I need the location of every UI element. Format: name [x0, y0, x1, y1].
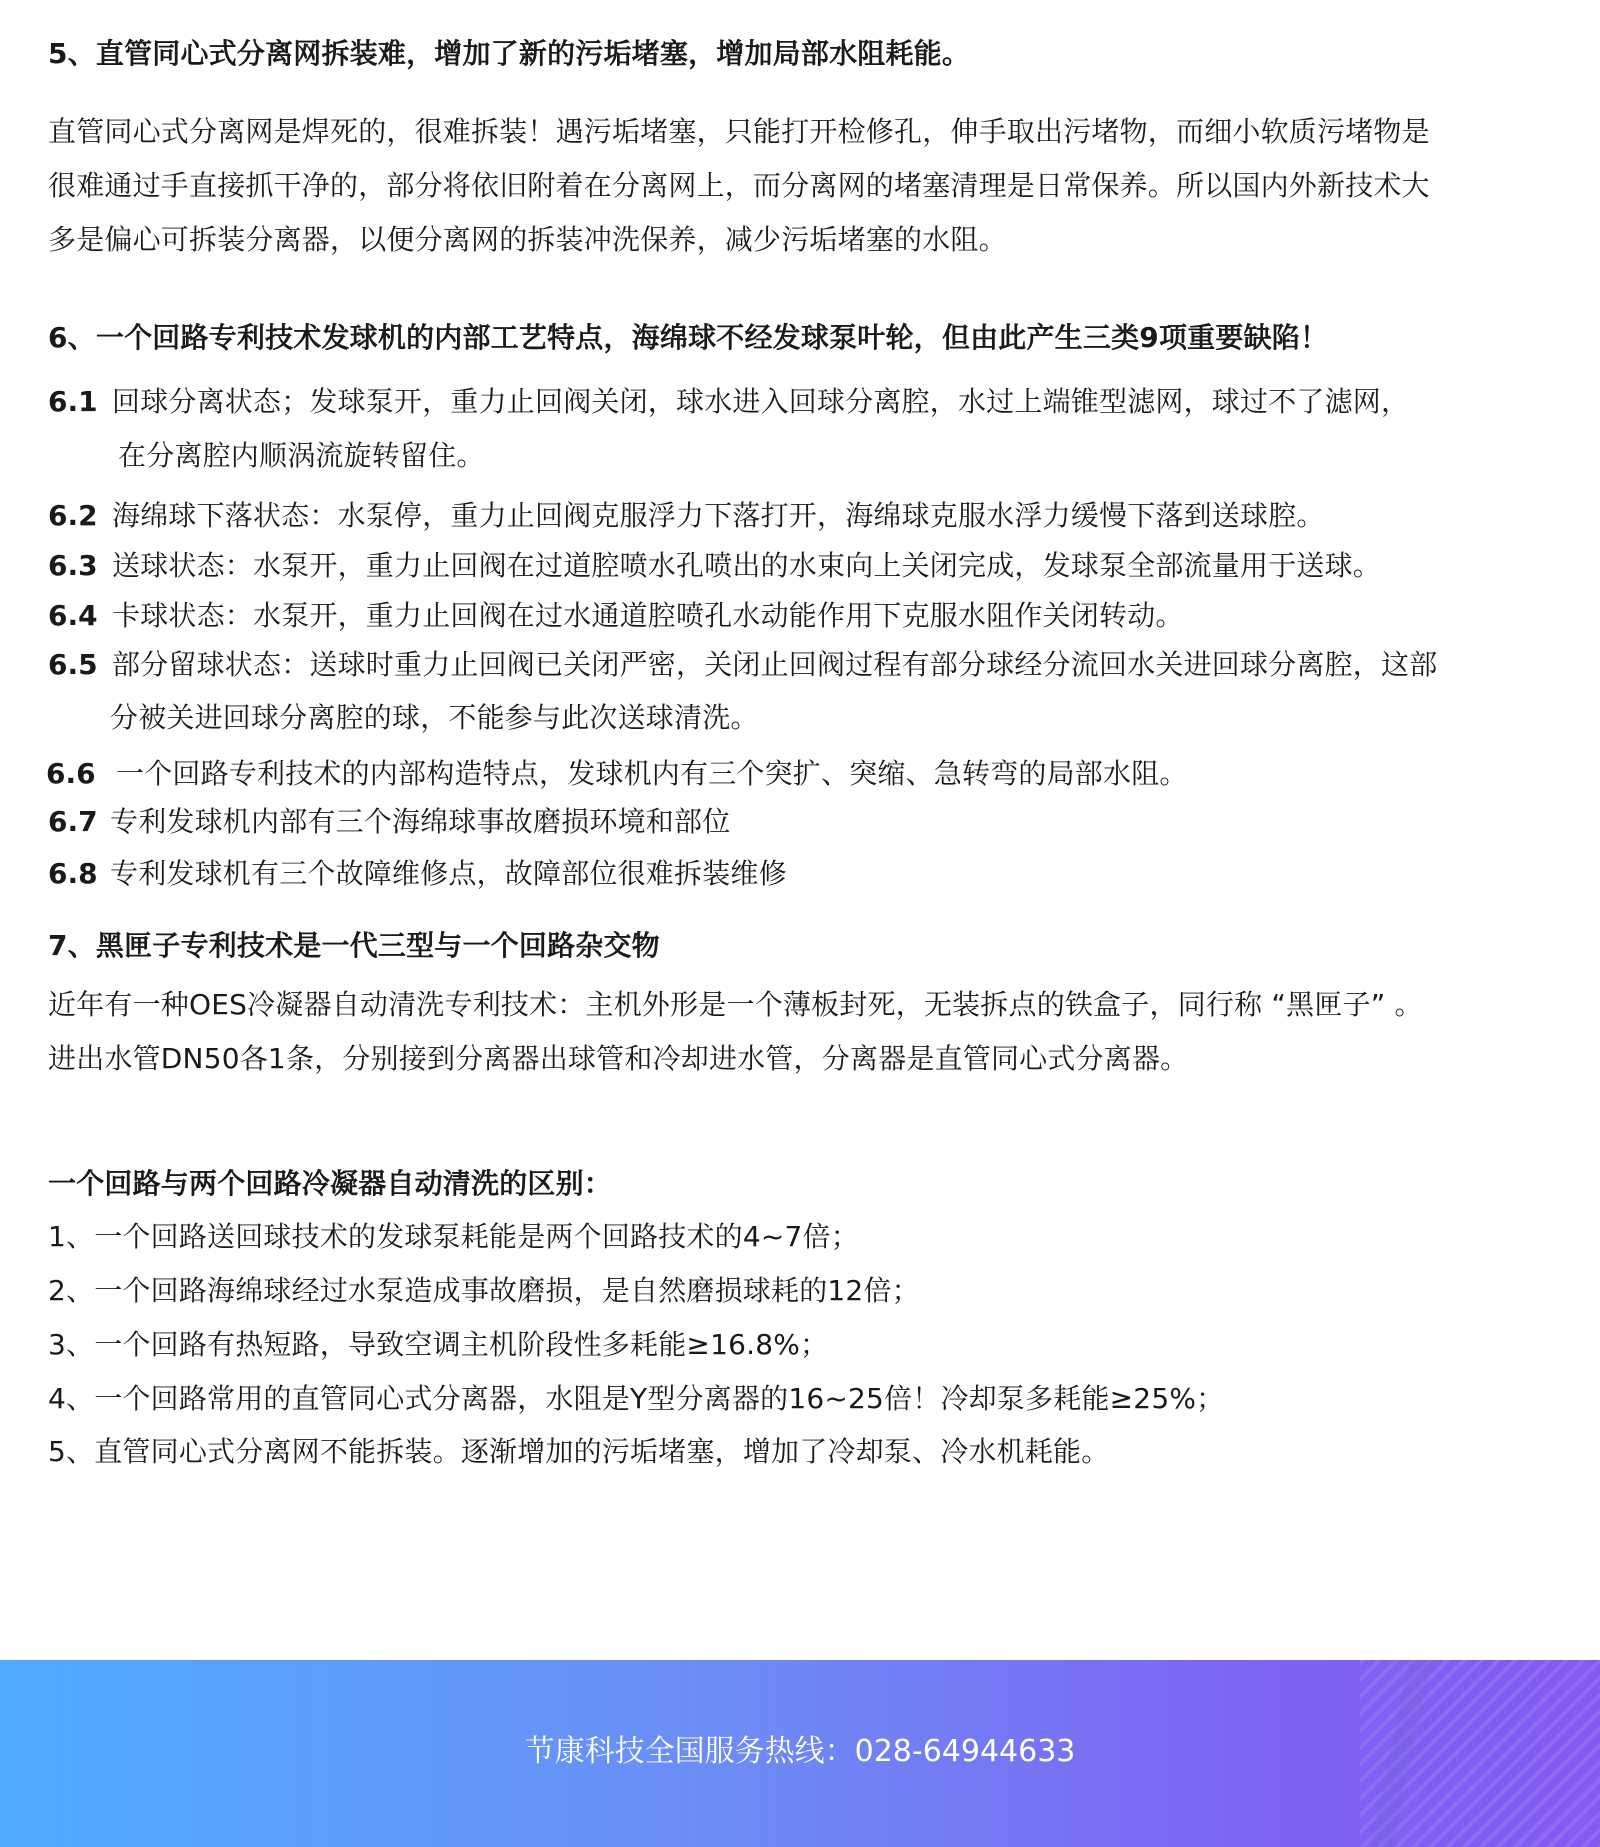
section-7-paragraph-line: 进出水管DN50各1条，分别接到分离器出球管和冷却进水管，分离器是直管同心式分离器。 [48, 1042, 1189, 1075]
section-7-heading: 7、黑匣子专利技术是一代三型与一个回路杂交物 [48, 929, 660, 962]
item-text: 海绵球下落状态：水泵停，重力止回阀克服浮力下落打开，海绵球克服水浮力缓慢下落到送球腔。 [112, 499, 1325, 532]
item-text: 卡球状态：水泵开，重力止回阀在过水通道腔喷孔水动能作用下克服水阻作关闭转动。 [112, 599, 1184, 632]
item-number: 6.3 [48, 549, 98, 582]
differences-heading: 一个回路与两个回路冷凝器自动清洗的区别： [48, 1167, 613, 1200]
difference-item: 5、直管同心式分离网不能拆装。逐渐增加的污垢堵塞，增加了冷却泵、冷水机耗能。 [48, 1435, 1110, 1468]
difference-item: 3、一个回路有热短路，导致空调主机阶段性多耗能≥16.8%； [48, 1328, 829, 1361]
difference-item: 4、一个回路常用的直管同心式分离器，水阻是Y型分离器的16~25倍！冷却泵多耗能≥25%； [48, 1382, 1225, 1415]
service-hotline: 节康科技全国服务热线：028-64944633 [524, 1734, 1076, 1769]
item-number: 6.1 [48, 385, 98, 418]
item-number: 6.6 [46, 757, 96, 790]
difference-item: 2、一个回路海绵球经过水泵造成事故磨损，是自然磨损球耗的12倍； [48, 1274, 920, 1307]
item-text-continued: 分被关进回球分离腔的球，不能参与此次送球清洗。 [110, 701, 759, 734]
section-6-heading: 6、一个回路专利技术发球机的内部工艺特点，海绵球不经发球泵叶轮，但由此产生三类9项重要缺陷！ [48, 321, 1329, 354]
section-7-paragraph-line: 近年有一种OES冷凝器自动清洗专利技术：主机外形是一个薄板封死，无装拆点的铁盒子，同行称 “黑匣子” 。 [48, 988, 1423, 1021]
item-number: 6.4 [48, 599, 98, 632]
item-text: 部分留球状态：送球时重力止回阀已关闭严密，关闭止回阀过程有部分球经分流回水关进回球分离腔，这部 [112, 648, 1438, 681]
item-text-continued: 在分离腔内顺涡流旋转留住。 [118, 439, 485, 472]
item-text: 专利发球机有三个故障维修点，故障部位很难拆装维修 [110, 857, 787, 890]
item-number: 6.2 [48, 499, 98, 532]
item-text: 专利发球机内部有三个海绵球事故磨损环境和部位 [110, 805, 731, 838]
item-text: 一个回路专利技术的内部构造特点，发球机内有三个突扩、突缩、急转弯的局部水阻。 [116, 757, 1188, 790]
item-number: 6.8 [48, 857, 98, 890]
item-number: 6.5 [48, 648, 98, 681]
item-text: 回球分离状态；发球泵开，重力止回阀关闭，球水进入回球分离腔，水过上端锥型滤网，球过不了滤网， [112, 385, 1410, 418]
item-text: 送球状态：水泵开，重力止回阀在过道腔喷水孔喷出的水束向上关闭完成，发球泵全部流量用于送球。 [112, 549, 1382, 582]
section-5-paragraph-line: 很难通过手直接抓干净的，部分将依旧附着在分离网上，而分离网的堵塞清理是日常保养。所以国内外新技术大 [48, 169, 1430, 202]
section-5-paragraph-line: 直管同心式分离网是焊死的，很难拆装！遇污垢堵塞，只能打开检修孔，伸手取出污堵物，而细小软质污堵物是 [48, 115, 1430, 148]
section-5-paragraph-line: 多是偏心可拆装分离器，以便分离网的拆装冲洗保养，减少污垢堵塞的水阻。 [48, 223, 1007, 256]
item-number: 6.7 [48, 805, 98, 838]
footer-banner [0, 1660, 1600, 1847]
section-5-heading: 5、直管同心式分离网拆装难，增加了新的污垢堵塞，增加局部水阻耗能。 [48, 37, 971, 70]
difference-item: 1、一个回路送回球技术的发球泵耗能是两个回路技术的4~7倍； [48, 1220, 859, 1253]
